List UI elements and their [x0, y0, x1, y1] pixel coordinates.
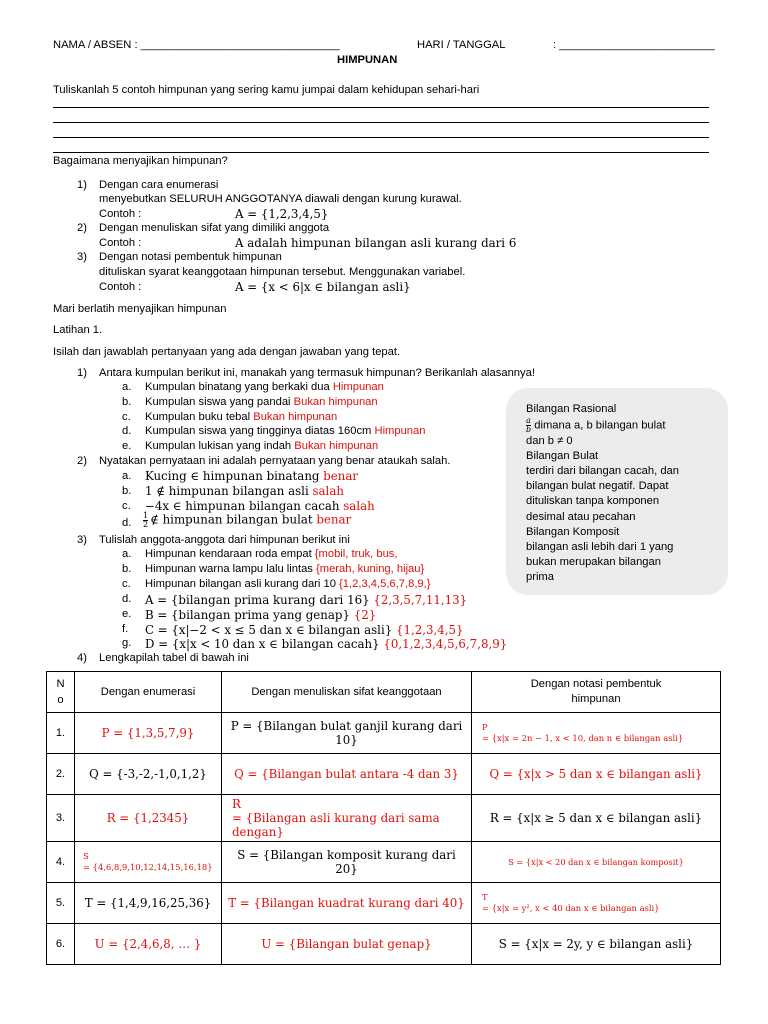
item-letter: a.	[122, 470, 132, 482]
latihan-label: Latihan 1.	[53, 324, 103, 336]
row-number: 6.	[47, 924, 75, 965]
item-letter: b.	[122, 485, 132, 497]
cell-notasi[interactable]	[472, 713, 721, 754]
method-example: A adalah himpunan bilangan asli kurang dari 6	[235, 236, 517, 250]
item-text	[145, 484, 344, 498]
method-desc: menyebutkan SELURUH ANGGOTANYA diawali dengan kurung kurawal.	[99, 193, 462, 205]
cell-notasi-value: S = {x|x < 20 dan x ∈ bilangan komposit}	[508, 857, 684, 867]
item-letter: a.	[122, 381, 132, 393]
row-number: 1.	[47, 713, 75, 754]
cell-enumerasi[interactable]: T = {1,4,9,16,25,36}	[75, 883, 222, 924]
item-text	[145, 381, 384, 393]
name-field-label: NAMA / ABSEN : ________________________________	[53, 39, 340, 51]
question-num: 2)	[77, 455, 87, 467]
item-answer: Himpunan	[374, 425, 426, 438]
item-text-value: ∉ himpunan bilangan bulat	[150, 512, 313, 527]
cell-notasi[interactable]: S = {x|x = 2y, y ∈ bilangan asli}	[472, 924, 721, 965]
item-letter: g.	[122, 637, 132, 650]
item-answer: {merah, kuning, hijau}	[316, 562, 425, 575]
instruction: Isilah dan jawablah pertanyaan yang ada dengan jawaban yang tepat.	[53, 346, 401, 358]
fraction	[143, 512, 148, 529]
item-answer: Bukan himpunan	[253, 410, 338, 423]
rasional-def	[526, 417, 716, 434]
item-answer: {0,1,2,3,4,5,6,7,8,9}	[383, 637, 508, 652]
header-enumerasi: Dengan enumerasi	[75, 672, 222, 713]
cell-sifat[interactable]	[222, 795, 472, 842]
item-text-value: C = {x|−2 < x ≤ 5 dan x ∈ bilangan asli}	[145, 622, 393, 637]
page-title: HIMPUNAN	[337, 54, 398, 66]
cell-notasi[interactable]: R = {x|x ≥ 5 dan x ∈ bilangan asli}	[472, 795, 721, 842]
fraction-num: 1	[143, 511, 149, 520]
definition-box	[506, 388, 728, 595]
item-text-value: Kumpulan binatang yang berkaki dua	[145, 381, 330, 393]
rasional-line1: dimana a, b bilangan bulat	[534, 419, 666, 432]
cell-notasi[interactable]: Q = {x|x > 5 dan x ∈ bilangan asli}	[472, 754, 721, 795]
item-letter: d.	[122, 517, 132, 529]
method-contoh: Contoh :	[99, 281, 142, 293]
item-letter: c.	[122, 410, 131, 423]
cell-enumerasi[interactable]: P = {1,3,5,7,9}	[75, 713, 222, 754]
answer-line	[53, 137, 709, 138]
method-contoh: Contoh :	[99, 237, 142, 249]
item-text-value: B = {bilangan prima yang genap}	[145, 607, 350, 622]
item-text-value: D = {x|x < 10 dan x ∈ bilangan cacah}	[145, 637, 380, 652]
cell-sifat[interactable]: U = {Bilangan bulat genap}	[222, 924, 472, 965]
cell-enumerasi[interactable]: U = {2,4,6,8, … }	[75, 924, 222, 965]
header-notasi	[472, 672, 721, 713]
komposit-line: bilangan asli lebih dari 1 yang	[526, 540, 674, 553]
table-header-row	[47, 672, 721, 713]
item-answer: benar	[316, 512, 352, 527]
item-letter: e.	[122, 440, 132, 453]
method-num: 2)	[77, 222, 87, 234]
item-text	[145, 440, 378, 452]
header-notasi-line1: Dengan notasi pembentuk	[530, 678, 662, 690]
answer-table	[46, 671, 721, 965]
header-no	[47, 672, 75, 713]
row-number: 4.	[47, 842, 75, 883]
item-text-value: Kumpulan siswa yang tingginya diatas 160cm	[145, 425, 372, 438]
item-text	[145, 469, 358, 483]
cell-sifat[interactable]: T = {Bilangan kuadrat kurang dari 40}	[222, 883, 472, 924]
method-title: Dengan cara enumerasi	[99, 179, 219, 191]
question-text: Lengkapilah tabel di bawah ini	[99, 652, 249, 664]
method-title: Dengan menuliskan sifat yang dimiliki anggota	[99, 222, 330, 234]
item-answer: benar	[323, 469, 359, 483]
question-text: Tulislah anggota-anggota dari himpunan berikut ini	[99, 534, 350, 546]
header-notasi-line2: himpunan	[571, 693, 621, 705]
header-sifat: Dengan menuliskan sifat keanggotaan	[222, 672, 472, 713]
item-text-value: Himpunan kendaraan roda empat	[145, 548, 312, 560]
practice-heading: Mari berlatih menyajikan himpunan	[53, 303, 227, 315]
cell-enumerasi[interactable]: R = {1,2345}	[75, 795, 222, 842]
method-contoh: Contoh :	[99, 208, 142, 220]
fraction	[526, 417, 531, 434]
item-text-value: A = {bilangan prima kurang dari 16}	[145, 592, 370, 607]
item-letter: d.	[122, 592, 132, 605]
cell-sifat[interactable]: Q = {Bilangan bulat antara -4 dan 3}	[222, 754, 472, 795]
item-letter: e.	[122, 607, 132, 620]
item-text	[145, 608, 376, 622]
method-example: A = {1,2,3,4,5}	[235, 207, 329, 221]
item-letter: b.	[122, 395, 132, 408]
item-answer: Bukan himpunan	[294, 440, 379, 453]
table-row	[47, 883, 721, 924]
item-text	[145, 578, 431, 590]
item-text-value: Himpunan warna lampu lalu lintas	[145, 562, 313, 575]
rasional-title: Bilangan Rasional	[526, 403, 617, 415]
item-answer: Himpunan	[332, 381, 384, 393]
komposit-line: bukan merupakan bilangan	[526, 555, 661, 568]
date-field-label: HARI / TANGGAL	[417, 39, 506, 51]
question-text: Nyatakan pernyataan ini adalah pernyataan yang benar ataukah salah.	[99, 455, 451, 467]
item-letter: f.	[122, 622, 129, 635]
item-text	[145, 396, 378, 408]
row-number: 3.	[47, 795, 75, 842]
cell-sifat[interactable]: P = {Bilangan bulat ganjil kurang dari 10}	[222, 713, 472, 754]
intro-prompt: Tuliskanlah 5 contoh himpunan yang sering kamu jumpai dalam kehidupan sehari-hari	[53, 84, 480, 96]
item-text	[145, 425, 425, 437]
question-num: 4)	[77, 652, 87, 664]
answer-line	[53, 152, 709, 153]
cell-enumerasi-top: S	[83, 851, 89, 861]
item-text	[145, 637, 507, 651]
question-text: Antara kumpulan berikut ini, manakah yang termasuk himpunan? Berikanlah alasannya!	[99, 367, 535, 379]
item-letter: c.	[122, 500, 131, 512]
cell-sifat-value: = {Bilangan asli kurang dari sama dengan}	[232, 811, 440, 839]
table-row	[47, 924, 721, 965]
method-num: 3)	[77, 251, 87, 263]
question-num: 3)	[77, 534, 87, 546]
row-number: 5.	[47, 883, 75, 924]
item-text	[145, 593, 467, 607]
item-answer: {2}	[353, 607, 377, 622]
item-text	[145, 623, 464, 637]
item-answer: Bukan himpunan	[293, 395, 378, 408]
cell-notasi[interactable]	[472, 842, 721, 883]
item-answer: salah	[343, 499, 375, 513]
item-text-value: Himpunan bilangan asli kurang dari 10	[145, 577, 336, 590]
method-example: A = {x < 6|x ∈ bilangan asli}	[235, 280, 411, 294]
cell-notasi-value: = {x|x = y², x < 40 dan x ∈ bilangan asli}	[482, 903, 660, 913]
item-text	[143, 512, 351, 529]
date-field-blank: : _________________________	[553, 39, 715, 51]
cell-enumerasi[interactable]	[75, 842, 222, 883]
bulat-title: Bilangan Bulat	[526, 450, 599, 463]
item-letter: c.	[122, 577, 131, 590]
method-num: 1)	[77, 179, 87, 191]
item-text	[145, 548, 398, 560]
item-letter: b.	[122, 562, 132, 575]
cell-notasi-top: P	[482, 722, 488, 732]
intro-question: Bagaimana menyajikan himpunan?	[53, 155, 228, 167]
row-number: 2.	[47, 754, 75, 795]
bulat-line: bilangan bulat negatif. Dapat	[526, 480, 669, 493]
item-answer: {mobil, truk, bus,	[314, 548, 398, 560]
item-answer: salah	[312, 484, 344, 498]
item-text-value: 1 ∉ himpunan bilangan asli	[145, 484, 309, 498]
cell-notasi-top: T	[482, 892, 488, 902]
bulat-line: desimal atau pecahan	[526, 510, 636, 523]
item-text-value: Kumpulan siswa yang pandai	[145, 395, 291, 408]
item-text-value: −4x ∈ himpunan bilangan cacah	[145, 499, 340, 513]
komposit-title: Bilangan Komposit	[526, 525, 620, 538]
bulat-line: dituliskan tanpa komponen	[526, 495, 660, 508]
cell-sifat-top: R	[232, 797, 241, 811]
item-letter: a.	[122, 548, 132, 560]
cell-enumerasi[interactable]: Q = {-3,-2,-1,0,1,2}	[75, 754, 222, 795]
table-row	[47, 842, 721, 883]
cell-enumerasi-value: = {4,6,8,9,10,12,14,15,16,18}	[83, 862, 213, 872]
item-letter: d.	[122, 425, 132, 438]
header-no-top: N	[56, 678, 65, 690]
method-title: Dengan notasi pembentuk himpunan	[99, 251, 282, 263]
cell-notasi-value: = {x|x = 2n − 1, x < 10, dan n ∈ bilangan asli}	[482, 733, 684, 743]
cell-notasi[interactable]	[472, 883, 721, 924]
item-text-value: Kumpulan buku tebal	[145, 410, 251, 423]
item-answer: {1,2,3,4,5,6,7,8,9,}	[339, 577, 431, 590]
item-text-value: Kucing ∈ himpunan binatang	[145, 469, 320, 483]
answer-line	[53, 122, 709, 123]
fraction-den: b	[526, 425, 532, 435]
item-answer: {1,2,3,4,5}	[395, 622, 464, 637]
fraction-den: 2	[143, 520, 149, 529]
item-text-value: Kumpulan lukisan yang indah	[145, 440, 292, 453]
method-desc: dituliskan syarat keanggotaan himpunan tersebut. Menggunakan variabel.	[99, 266, 466, 278]
item-text	[145, 563, 424, 575]
table-row	[47, 795, 721, 842]
table-row	[47, 713, 721, 754]
item-text	[145, 499, 375, 513]
cell-sifat[interactable]: S = {Bilangan komposit kurang dari 20}	[222, 842, 472, 883]
bulat-line: terdiri dari bilangan cacah, dan	[526, 465, 679, 478]
rasional-line2: dan b ≠ 0	[526, 435, 573, 448]
header-no-bottom: o	[57, 694, 64, 706]
fraction-num: a	[526, 416, 531, 426]
item-answer: {2,3,5,7,11,13}	[373, 592, 468, 607]
table-row	[47, 754, 721, 795]
item-text	[145, 411, 337, 423]
question-num: 1)	[77, 367, 87, 379]
answer-line	[53, 107, 709, 108]
komposit-line: prima	[526, 570, 554, 583]
